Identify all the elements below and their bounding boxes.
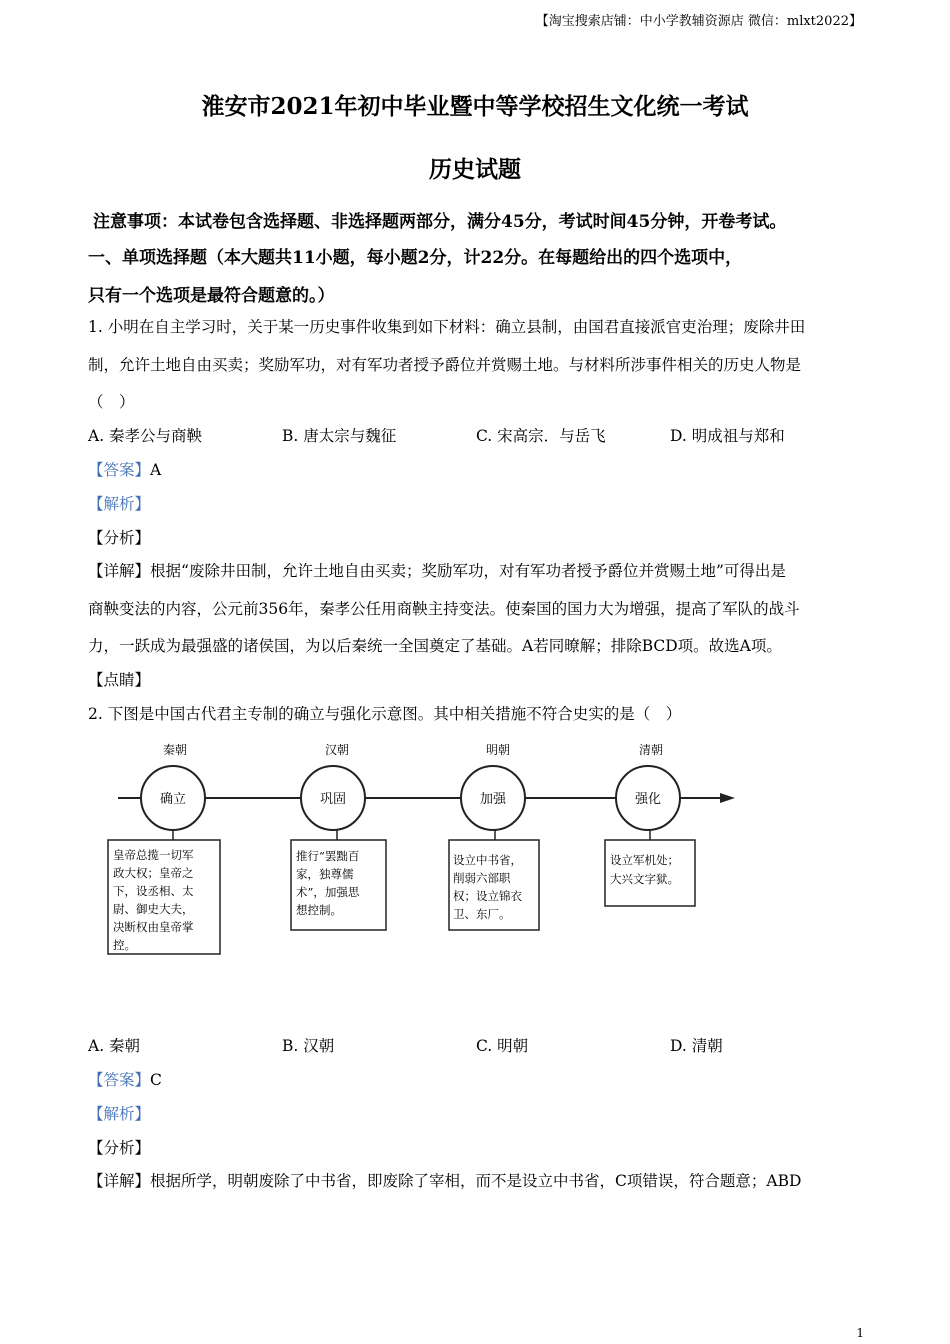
box-qin-line4: 尉、御史大夫，	[113, 902, 194, 916]
box-han-line4: 想控制。	[296, 903, 342, 917]
section-heading-line1: 一、单项选择题（本大题共11小题，每小题2分，计22分。在每题给出的四个选项中，	[88, 248, 743, 268]
q1-analysis-tag: 【解析】	[88, 495, 151, 513]
dynasty-label-qin: 秦朝	[162, 743, 188, 757]
answer-tag: 【答案】	[88, 461, 151, 479]
detail-tag: 【详解】	[88, 562, 151, 580]
header-note: 【淘宝搜索店铺：中小学教辅资源店 微信：mlxt2022】	[535, 14, 862, 29]
box-han-line2: 家，独尊儒	[296, 867, 354, 881]
box-ming-line2: 削弱六部职	[453, 871, 511, 885]
node-label-ming: 加强	[479, 792, 507, 807]
q2-answer	[88, 1068, 162, 1090]
timeline-arrowhead	[720, 793, 735, 803]
box-han-line3: 术”，加强思	[296, 885, 360, 899]
answer-tag: 【答案】	[88, 1071, 151, 1089]
box-ming-line1: 设立中书省，	[453, 853, 522, 867]
q2-analysis-tag: 【解析】	[88, 1105, 151, 1123]
detail-text: 根据“废除井田制，允许土地自由买卖；奖励军功，对有军功者授予爵位并赏赐土地”可得出是	[150, 562, 786, 580]
box-ming-line4: 卫、东厂。	[453, 907, 511, 921]
dynasty-label-han: 汉朝	[324, 743, 350, 757]
q2-stem-line1: 2. 下图是中国古代君主专制的确立与强化示意图。其中相关措施不符合史实的是（ ）	[88, 705, 682, 723]
q1-detail-line3: 力，一跃成为最强盛的诸侯国，为以后秦统一全国奠定了基础。A若同暸解；排除BCD项。故选A项。	[88, 637, 782, 655]
box-qin-line2: 政大权；皇帝之	[113, 866, 194, 880]
q1-option-d: D. 明成祖与郑和	[670, 427, 785, 445]
q2-option-d: D. 清朝	[670, 1037, 723, 1055]
q1-stem-line1: 1. 小明在自主学习时，关于某一历史事件收集到如下材料：确立县制，由国君直接派官吏治理；废除井田	[88, 318, 806, 336]
detail-tag: 【详解】	[88, 1172, 151, 1190]
q1-option-b: B. 唐太宗与魏征	[282, 427, 397, 445]
answer-value: A	[150, 461, 162, 479]
exam-subtitle: 历史试题	[429, 156, 521, 183]
q1-stem-line2: 制，允许土地自由买卖；奖励军功，对有军功者授予爵位并赏赐土地。与材料所涉事件相关的历史人物是	[88, 356, 802, 374]
box-qin-line5: 决断权由皇帝掌	[113, 920, 194, 934]
autocracy-diagram	[100, 738, 760, 968]
diagram-svg	[100, 738, 760, 968]
section-heading-line2: 只有一个选项是最符合题意的。）	[88, 286, 335, 306]
q1-detail-line1	[88, 559, 786, 581]
box-qin-line3: 下，设丞相、太	[113, 884, 194, 898]
box-qin-line1: 皇帝总揽一切军	[113, 848, 194, 862]
q1-option-c: C. 宋高宗．与岳飞	[476, 427, 606, 445]
box-qing-line1: 设立军机处；	[610, 853, 679, 867]
answer-value: C	[150, 1071, 162, 1089]
q1-stem-line3: （ ）	[88, 393, 135, 411]
q2-option-a: A. 秦朝	[88, 1037, 141, 1055]
box-han-line1: 推行“罢黜百	[296, 849, 360, 863]
q1-fenxi-tag: 【分析】	[88, 529, 151, 547]
notice: 注意事项：本试卷包含选择题、非选择题两部分，满分45分，考试时间45分钟，开卷考试。	[93, 212, 787, 232]
node-label-qin: 确立	[159, 792, 187, 807]
node-label-han: 巩固	[319, 792, 347, 807]
node-label-qing: 强化	[634, 792, 662, 807]
exam-title: 淮安市2021年初中毕业暨中等学校招生文化统一考试	[201, 93, 749, 120]
q2-fenxi-tag: 【分析】	[88, 1139, 151, 1157]
dynasty-label-qing: 清朝	[638, 743, 664, 757]
box-qin-line6: 控。	[113, 938, 136, 952]
q1-dianjing-tag: 【点睛】	[88, 671, 151, 689]
box-ming-line3: 权；设立锦衣	[453, 889, 522, 903]
q1-answer	[88, 458, 161, 480]
q2-detail-line1	[88, 1169, 801, 1191]
dynasty-label-ming: 明朝	[485, 743, 511, 757]
box-qing-line2: 大兴文字狱。	[610, 872, 679, 886]
q1-option-a: A. 秦孝公与商鞅	[88, 427, 203, 445]
q2-option-b: B. 汉朝	[282, 1037, 335, 1055]
q1-detail-line2: 商鞅变法的内容，公元前356年，秦孝公任用商鞅主持变法。使秦国的国力大为增强，提高了军队的战斗	[88, 600, 800, 618]
q2-option-c: C. 明朝	[476, 1037, 529, 1055]
page-number: 1	[856, 1326, 864, 1340]
detail-text: 根据所学，明朝废除了中书省，即废除了宰相，而不是设立中书省，C项错误，符合题意；ABD	[150, 1172, 802, 1190]
